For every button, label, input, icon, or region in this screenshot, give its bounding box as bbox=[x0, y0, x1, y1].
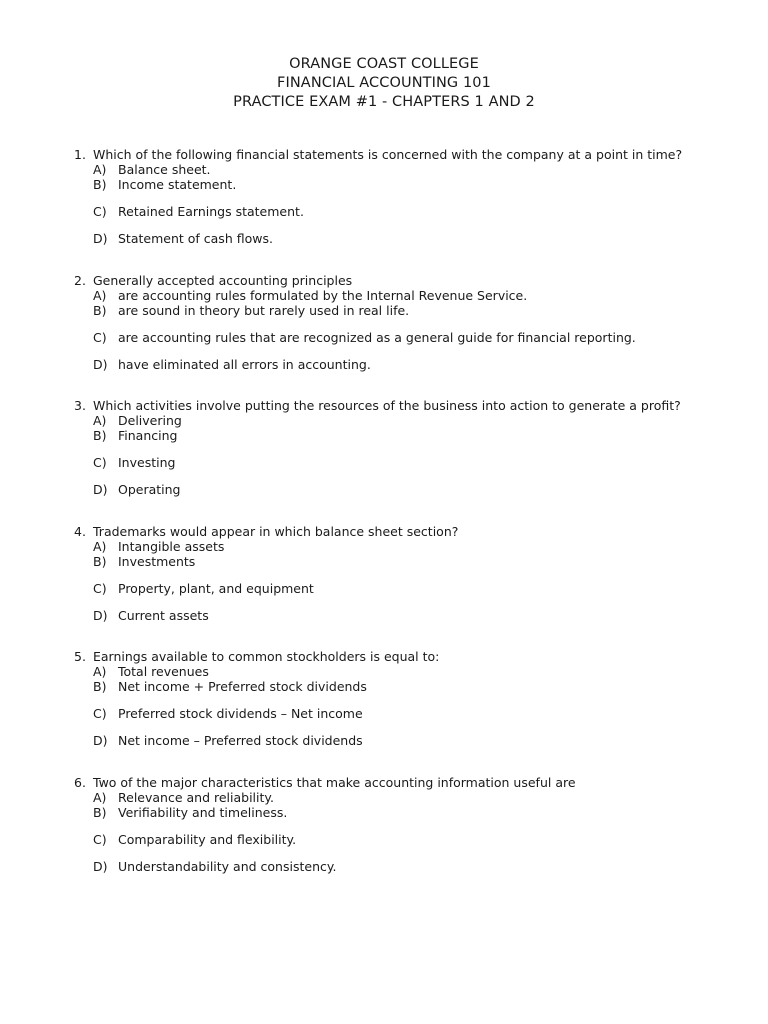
exam-title: PRACTICE EXAM #1 - CHAPTERS 1 AND 2 bbox=[233, 94, 535, 110]
option-text: Total revenues bbox=[118, 664, 209, 680]
question-text: Trademarks would appear in which balance sheet section? bbox=[93, 523, 459, 539]
answer-option-d bbox=[93, 733, 734, 748]
exam-header bbox=[0, 55, 768, 112]
question-2 bbox=[74, 273, 734, 399]
question-number: 3. bbox=[74, 398, 86, 414]
answer-option-a bbox=[93, 539, 734, 554]
answer-option-d bbox=[93, 608, 734, 623]
option-text: Verifiability and timeliness. bbox=[118, 804, 288, 820]
college-name: ORANGE COAST COLLEGE bbox=[289, 56, 479, 72]
option-text: are accounting rules that are recognized as a general guide for financial reporting. bbox=[118, 329, 636, 345]
answer-option-b bbox=[93, 303, 734, 318]
option-letter: D) bbox=[93, 356, 108, 372]
question-4 bbox=[74, 524, 734, 650]
option-letter: A) bbox=[93, 287, 107, 303]
option-letter: B) bbox=[93, 302, 107, 318]
question-stem bbox=[74, 147, 734, 162]
option-text: Net income + Preferred stock dividends bbox=[118, 679, 367, 695]
option-letter: C) bbox=[93, 204, 107, 219]
option-letter: B) bbox=[93, 428, 107, 444]
question-stem bbox=[74, 524, 734, 539]
option-text: are sound in theory but rarely used in real life. bbox=[118, 302, 410, 318]
option-letter: B) bbox=[93, 177, 107, 192]
answer-option-c bbox=[93, 832, 734, 847]
question-5 bbox=[74, 649, 734, 775]
answer-option-c bbox=[93, 706, 734, 721]
answer-option-d bbox=[93, 482, 734, 497]
question-1 bbox=[74, 147, 734, 273]
option-letter: B) bbox=[93, 804, 107, 820]
answer-option-a bbox=[93, 664, 734, 679]
answer-option-a bbox=[93, 413, 734, 428]
option-letter: C) bbox=[93, 580, 107, 596]
question-number: 1. bbox=[74, 147, 86, 162]
question-6 bbox=[74, 775, 734, 901]
answer-option-c bbox=[93, 455, 734, 470]
question-list bbox=[74, 147, 734, 901]
option-letter: B) bbox=[93, 553, 107, 569]
option-letter: C) bbox=[93, 706, 107, 722]
question-text: Generally accepted accounting principles bbox=[93, 272, 353, 288]
option-letter: D) bbox=[93, 482, 108, 498]
question-number: 2. bbox=[74, 272, 86, 288]
option-text: Delivering bbox=[118, 413, 182, 429]
option-text: Understandability and consistency. bbox=[118, 858, 337, 874]
question-number: 4. bbox=[74, 523, 86, 539]
option-text: Investing bbox=[118, 455, 176, 471]
option-letter: A) bbox=[93, 664, 107, 680]
course-title: FINANCIAL ACCOUNTING 101 bbox=[277, 75, 491, 91]
answer-option-b bbox=[93, 679, 734, 694]
option-letter: D) bbox=[93, 858, 108, 874]
question-number: 5. bbox=[74, 649, 86, 665]
option-letter: C) bbox=[93, 455, 107, 471]
option-text: Relevance and reliability. bbox=[118, 789, 274, 805]
option-letter: D) bbox=[93, 231, 108, 246]
option-text: Statement of cash flows. bbox=[118, 231, 273, 246]
option-letter: A) bbox=[93, 413, 107, 429]
option-letter: C) bbox=[93, 329, 107, 345]
option-text: Net income – Preferred stock dividends bbox=[118, 733, 363, 749]
question-stem bbox=[74, 649, 734, 664]
question-number: 6. bbox=[74, 774, 86, 790]
option-letter: D) bbox=[93, 607, 108, 623]
option-text: Comparability and flexibility. bbox=[118, 831, 297, 847]
answer-option-c bbox=[93, 581, 734, 596]
question-text: Earnings available to common stockholders is equal to: bbox=[93, 649, 440, 665]
answer-option-d bbox=[93, 859, 734, 874]
answer-option-a bbox=[93, 162, 734, 177]
question-stem bbox=[74, 775, 734, 790]
question-text: Which of the following financial statements is concerned with the company at a point in time? bbox=[93, 147, 683, 162]
option-text: have eliminated all errors in accounting. bbox=[118, 356, 371, 372]
option-text: Property, plant, and equipment bbox=[118, 580, 314, 596]
option-letter: A) bbox=[93, 538, 107, 554]
question-stem bbox=[74, 398, 734, 413]
answer-option-d bbox=[93, 357, 734, 372]
answer-option-a bbox=[93, 790, 734, 805]
option-text: Intangible assets bbox=[118, 538, 225, 554]
option-letter: B) bbox=[93, 679, 107, 695]
option-letter: A) bbox=[93, 789, 107, 805]
answer-option-a bbox=[93, 288, 734, 303]
question-stem bbox=[74, 273, 734, 288]
option-letter: D) bbox=[93, 733, 108, 749]
option-text: Income statement. bbox=[118, 177, 237, 192]
answer-option-b bbox=[93, 428, 734, 443]
answer-option-b bbox=[93, 805, 734, 820]
option-text: Preferred stock dividends – Net income bbox=[118, 706, 363, 722]
option-text: are accounting rules formulated by the Internal Revenue Service. bbox=[118, 287, 528, 303]
option-text: Operating bbox=[118, 482, 181, 498]
answer-option-c bbox=[93, 204, 734, 219]
answer-option-d bbox=[93, 231, 734, 246]
option-text: Investments bbox=[118, 553, 196, 569]
option-letter: A) bbox=[93, 162, 107, 177]
option-text: Financing bbox=[118, 428, 178, 444]
answer-option-c bbox=[93, 330, 734, 345]
question-text: Two of the major characteristics that make accounting information useful are bbox=[93, 774, 576, 790]
option-text: Balance sheet. bbox=[118, 162, 211, 177]
option-text: Current assets bbox=[118, 607, 209, 623]
option-text: Retained Earnings statement. bbox=[118, 204, 304, 219]
question-text: Which activities involve putting the resources of the business into action to generate a profit? bbox=[93, 398, 681, 414]
question-3 bbox=[74, 398, 734, 524]
answer-option-b bbox=[93, 554, 734, 569]
answer-option-b bbox=[93, 177, 734, 192]
option-letter: C) bbox=[93, 831, 107, 847]
